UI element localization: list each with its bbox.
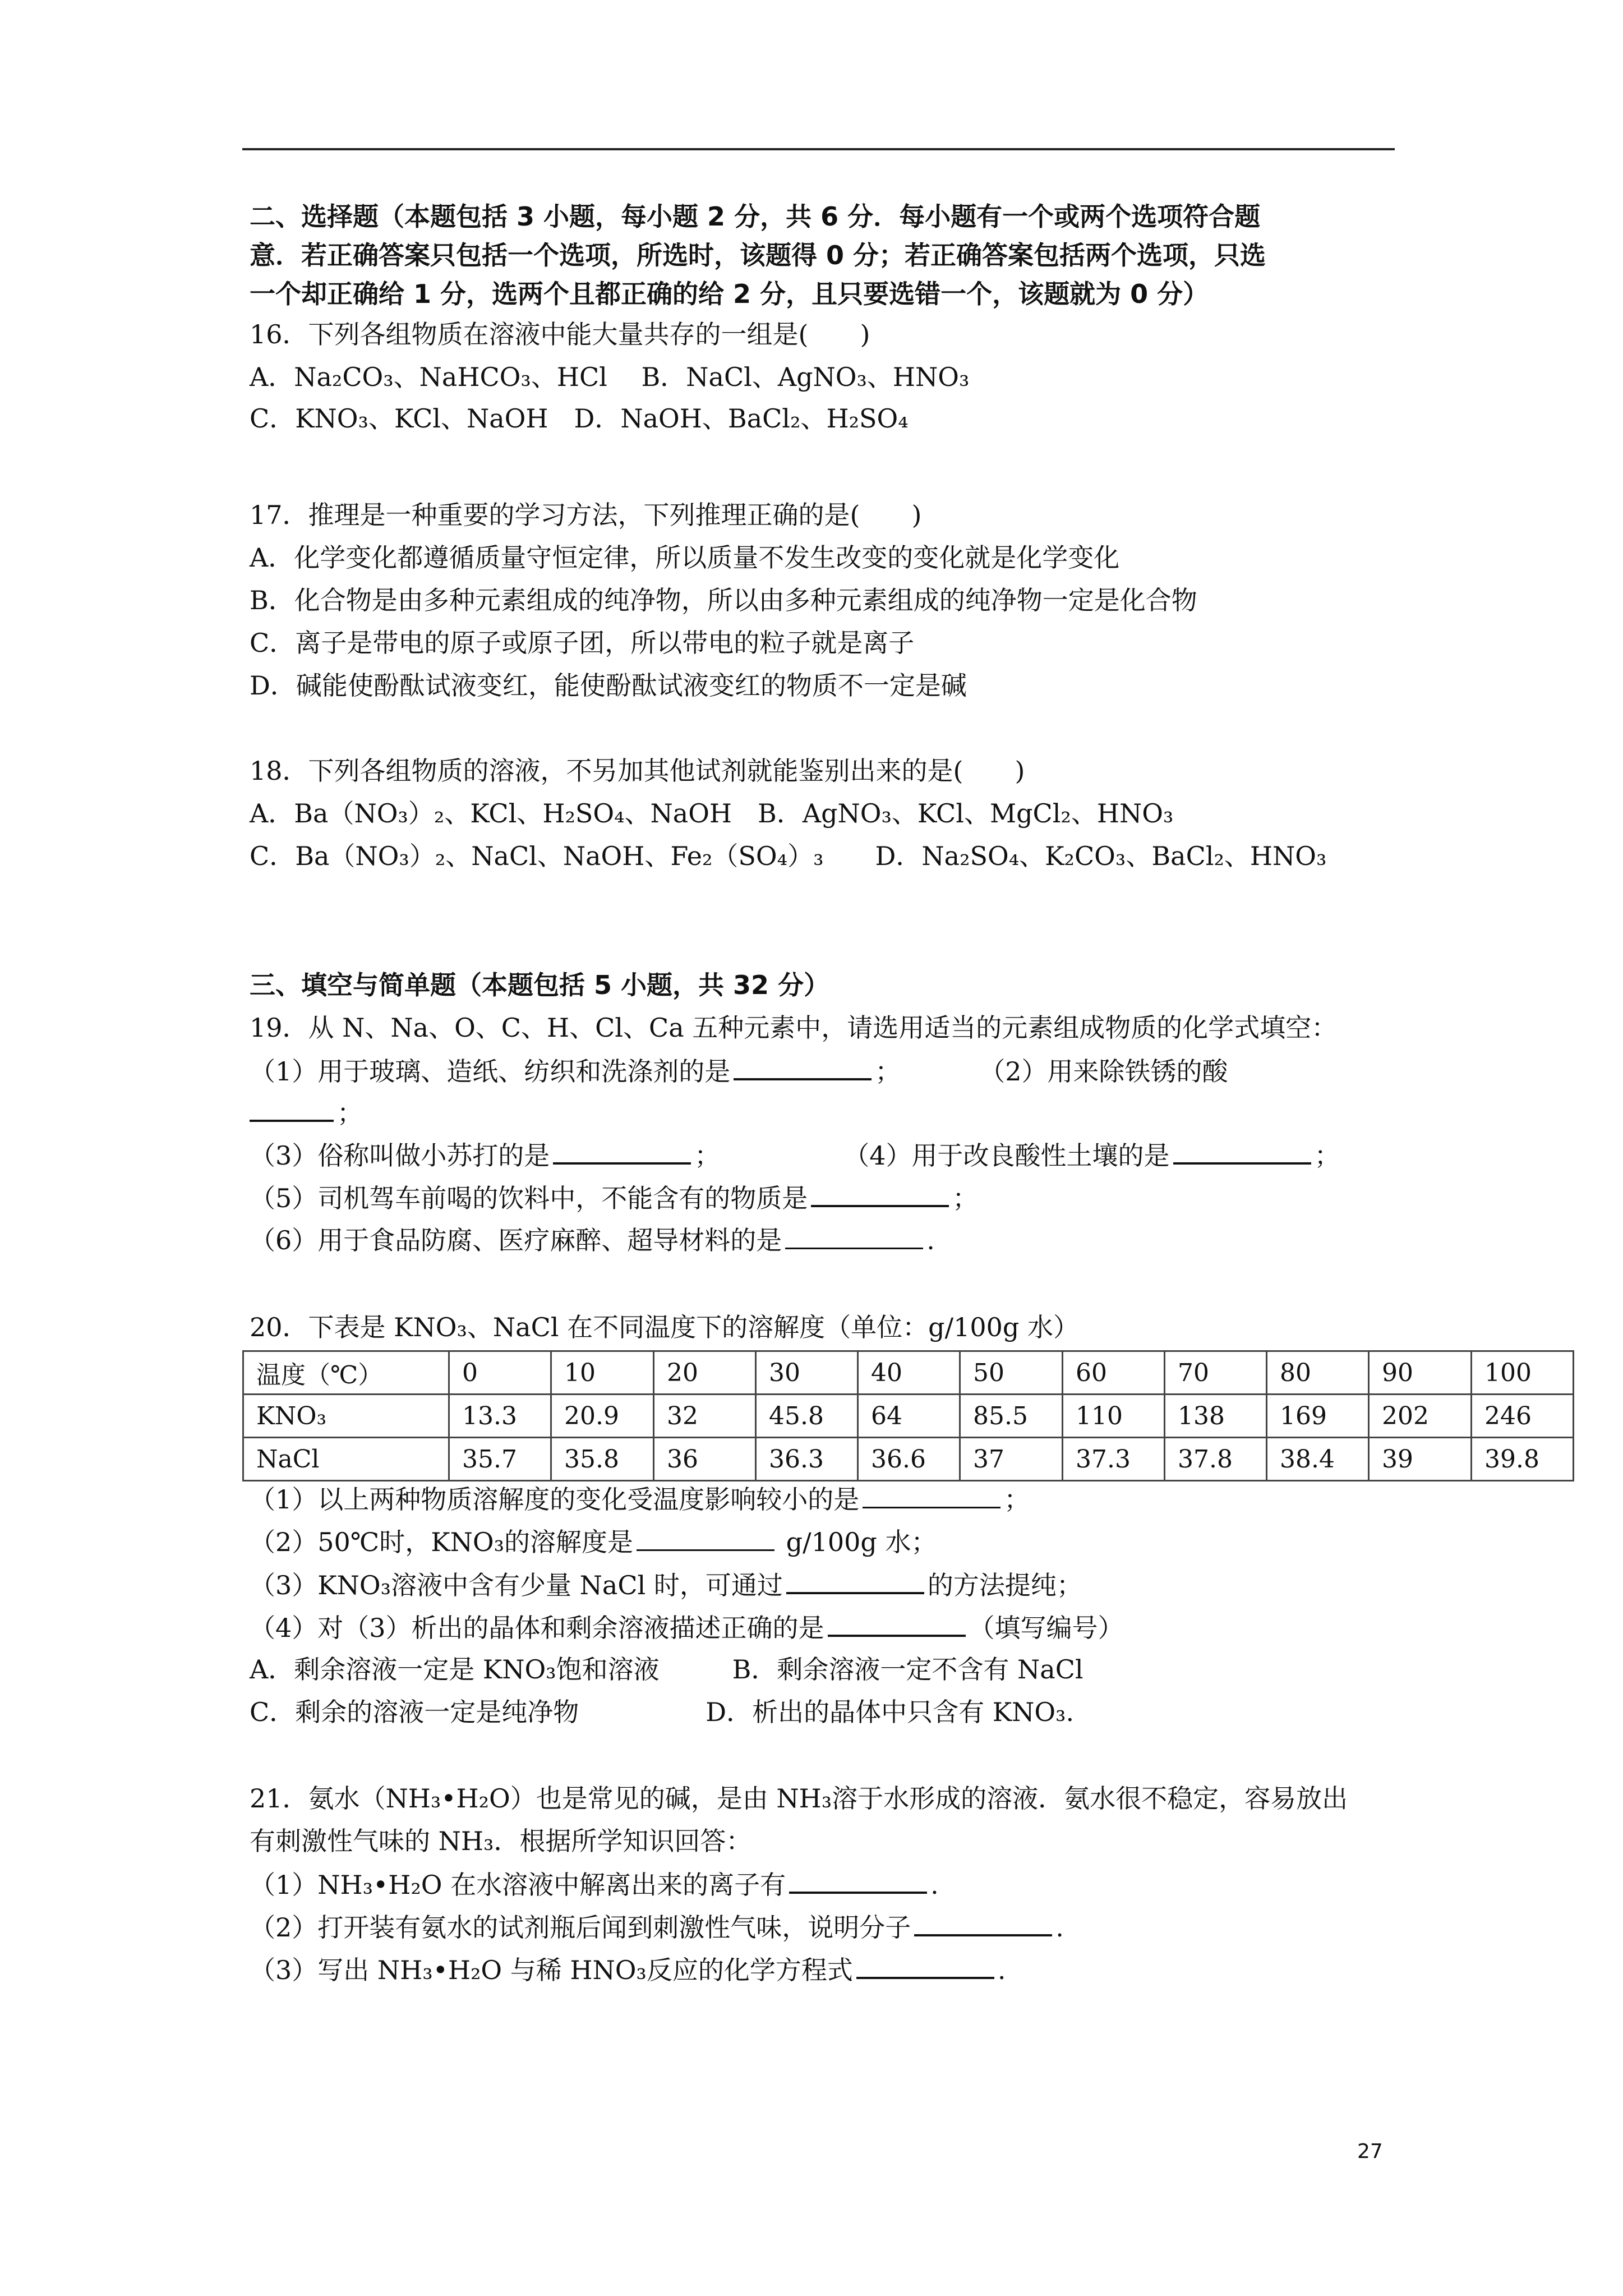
- table-header-row: [243, 1351, 1574, 1395]
- q17-option-d: D．碱能使酚酞试液变红，能使酚酞试液变红的物质不一定是碱: [250, 670, 967, 701]
- table-cell: 39: [1369, 1438, 1472, 1481]
- table-cell: 90: [1369, 1351, 1472, 1395]
- q19-semicolon: ；: [337, 1098, 363, 1128]
- table-cell: 10: [551, 1351, 654, 1395]
- table-cell: 39.8: [1472, 1438, 1574, 1481]
- q19-semicolon: ；: [1314, 1140, 1340, 1171]
- q20-option-c: C．剩余的溶液一定是纯净物: [250, 1697, 579, 1727]
- q19-part-5-text: （5）司机驾车前喝的饮料中，不能含有的物质是: [250, 1183, 808, 1213]
- table-cell: 0: [449, 1351, 551, 1395]
- q20-part-4-tail: （填写编号）: [969, 1613, 1124, 1643]
- q21-answer-blank-3[interactable]: [856, 1952, 994, 1979]
- q20-option-d: D．析出的晶体中只含有 KNO₃.: [706, 1697, 1075, 1727]
- q21-answer-blank-2[interactable]: [914, 1910, 1052, 1936]
- q19-stem: 19．从 N、Na、O、C、H、Cl、Ca 五种元素中，请选用适当的元素组成物质的化学式填空：: [250, 1013, 1338, 1043]
- header-rule: [242, 148, 1395, 150]
- q21-part-3: [250, 1952, 1006, 1987]
- q17-option-b: B．化合物是由多种元素组成的纯净物，所以由多种元素组成的纯净物一定是化合物: [250, 585, 1197, 615]
- q19-part-5: [250, 1180, 978, 1215]
- q19-answer-blank-1[interactable]: [734, 1053, 872, 1080]
- q19-part-2-cont: [250, 1095, 363, 1130]
- q19-answer-blank-4[interactable]: [1173, 1138, 1311, 1165]
- table-cell: KNO₃: [243, 1395, 449, 1438]
- q20-options-ab: [250, 1653, 1083, 1686]
- q20-answer-blank-3[interactable]: [786, 1567, 924, 1594]
- table-cell: 36.6: [858, 1438, 960, 1481]
- table-row-kno3: [243, 1395, 1574, 1438]
- q20-part-4-text: （4）对（3）析出的晶体和剩余溶液描述正确的是: [250, 1613, 824, 1643]
- section-2-heading-line-1: 二、选择题（本题包括 3 小题，每小题 2 分，共 6 分．每小题有一个或两个选项符合题: [250, 201, 1261, 232]
- q21-part-1-text: （1）NH₃•H₂O 在水溶液中解离出来的离子有: [250, 1870, 786, 1900]
- q16-options-ab: A．Na₂CO₃、NaHCO₃、HCl B．NaCl、AgNO₃、HNO₃: [250, 362, 970, 392]
- q20-answer-blank-2[interactable]: [637, 1525, 774, 1551]
- q19-part-1-2: [250, 1053, 1228, 1088]
- q19-answer-blank-2[interactable]: [250, 1095, 334, 1122]
- q21-stem-line-1: 21．氨水（NH₃•H₂O）也是常见的碱，是由 NH₃溶于水形成的溶液．氨水很不稳定，容易放出: [250, 1783, 1348, 1814]
- table-cell: 37: [960, 1438, 1063, 1481]
- table-cell: 50: [960, 1351, 1063, 1395]
- q20-answer-blank-4[interactable]: [828, 1610, 966, 1637]
- q21-period: .: [1055, 1912, 1064, 1943]
- q16-stem: 16．下列各组物质在溶液中能大量共存的一组是( ): [250, 319, 870, 349]
- table-cell: 80: [1267, 1351, 1369, 1395]
- q19-part-3-4: [250, 1138, 1340, 1172]
- table-cell: 40: [858, 1351, 960, 1395]
- q19-part-6-text: （6）用于食品防腐、医疗麻醉、超导材料的是: [250, 1225, 782, 1255]
- q20-part-1: [250, 1482, 1030, 1516]
- q20-stem: 20．下表是 KNO₃、NaCl 在不同温度下的溶解度（单位：g/100g 水）: [250, 1312, 1079, 1342]
- q20-options-cd: [250, 1695, 1074, 1729]
- q19-part-4-text: （4）用于改良酸性土壤的是: [843, 1140, 1170, 1171]
- table-cell: 37.8: [1165, 1438, 1267, 1481]
- q20-part-2-text: （2）50℃时，KNO₃的溶解度是: [250, 1527, 634, 1557]
- solubility-table: [242, 1350, 1574, 1481]
- q21-part-2-text: （2）打开装有氨水的试剂瓶后闻到刺激性气味，说明分子: [250, 1912, 911, 1943]
- q19-semicolon: ；: [952, 1183, 979, 1213]
- q19-period: .: [926, 1225, 935, 1255]
- table-cell: 30: [756, 1351, 858, 1395]
- q20-part-2: [250, 1525, 937, 1559]
- table-cell: 35.8: [551, 1438, 654, 1481]
- q17-option-c: C．离子是带电的原子或原子团，所以带电的粒子就是离子: [250, 628, 915, 658]
- q21-part-3-text: （3）写出 NH₃•H₂O 与稀 HNO₃反应的化学方程式: [250, 1955, 853, 1985]
- table-cell: 60: [1063, 1351, 1165, 1395]
- table-cell: NaCl: [243, 1438, 449, 1481]
- q20-part-3: [250, 1567, 1082, 1602]
- table-cell: 100: [1472, 1351, 1574, 1395]
- q20-part-2-unit: g/100g 水；: [778, 1527, 937, 1557]
- q19-part-3-text: （3）俗称叫做小苏打的是: [250, 1140, 550, 1171]
- q17-option-a: A．化学变化都遵循质量守恒定律，所以质量不发生改变的变化就是化学变化: [250, 542, 1120, 573]
- table-cell: 70: [1165, 1351, 1267, 1395]
- q20-answer-blank-1[interactable]: [863, 1482, 1000, 1508]
- q19-part-2-text: （2）用来除铁锈的酸: [979, 1056, 1228, 1087]
- q21-period: .: [997, 1955, 1006, 1985]
- table-cell: 36.3: [756, 1438, 858, 1481]
- table-cell: 246: [1472, 1395, 1574, 1438]
- q20-semicolon: ；: [1004, 1484, 1030, 1515]
- page-number: 27: [1357, 2140, 1383, 2163]
- q20-option-a: A．剩余溶液一定是 KNO₃饱和溶液: [250, 1654, 660, 1685]
- table-cell: 32: [654, 1395, 756, 1438]
- section-3-heading: 三、填空与简单题（本题包括 5 小题，共 32 分）: [250, 970, 830, 1000]
- q21-stem-line-2: 有刺激性气味的 NH₃．根据所学知识回答：: [250, 1826, 752, 1856]
- table-cell: 13.3: [449, 1395, 551, 1438]
- table-cell: 138: [1165, 1395, 1267, 1438]
- q20-option-b: B．剩余溶液一定不含有 NaCl: [732, 1654, 1083, 1685]
- table-cell: 169: [1267, 1395, 1369, 1438]
- q20-part-3-text: （3）KNO₃溶液中含有少量 NaCl 时，可通过: [250, 1570, 783, 1600]
- table-cell: 45.8: [756, 1395, 858, 1438]
- table-cell: 85.5: [960, 1395, 1063, 1438]
- section-2-heading-line-3: 一个却正确给 1 分，选两个且都正确的给 2 分，且只要选错一个，该题就为 0 分）: [250, 279, 1209, 309]
- table-cell: 202: [1369, 1395, 1472, 1438]
- table-cell: 36: [654, 1438, 756, 1481]
- q21-part-1: [250, 1867, 939, 1902]
- table-cell: 110: [1063, 1395, 1165, 1438]
- table-cell: 38.4: [1267, 1438, 1369, 1481]
- q20-part-1-text: （1）以上两种物质溶解度的变化受温度影响较小的是: [250, 1484, 860, 1515]
- q19-answer-blank-6[interactable]: [785, 1223, 923, 1249]
- q19-part-6: [250, 1223, 935, 1257]
- table-cell: 温度（℃）: [243, 1351, 449, 1395]
- q19-part-1-text: （1）用于玻璃、造纸、纺织和洗涤剂的是: [250, 1056, 731, 1087]
- q18-stem: 18．下列各组物质的溶液，不另加其他试剂就能鉴别出来的是( ): [250, 756, 1025, 786]
- q20-part-3-tail: 的方法提纯；: [927, 1570, 1082, 1600]
- table-cell: 20.9: [551, 1395, 654, 1438]
- q18-options-ab: A．Ba（NO₃）₂、KCl、H₂SO₄、NaOH B．AgNO₃、KCl、MgCl₂、HNO₃: [250, 798, 1174, 829]
- q21-part-2: [250, 1910, 1064, 1944]
- q20-part-4: [250, 1610, 1124, 1645]
- q18-options-cd: C．Ba（NO₃）₂、NaCl、NaOH、Fe₂（SO₄）₃ D．Na₂SO₄、K₂CO₃、BaCl₂、HNO₃: [250, 841, 1327, 871]
- q19-semicolon: ；: [694, 1140, 721, 1171]
- table-row-nacl: [243, 1438, 1574, 1481]
- section-2-heading-line-2: 意．若正确答案只包括一个选项，所选时，该题得 0 分；若正确答案包括两个选项，只选: [250, 240, 1266, 270]
- q19-semicolon: ；: [875, 1056, 901, 1087]
- table-cell: 35.7: [449, 1438, 551, 1481]
- table-cell: 20: [654, 1351, 756, 1395]
- q17-stem: 17．推理是一种重要的学习方法，下列推理正确的是( ): [250, 500, 922, 530]
- table-cell: 37.3: [1063, 1438, 1165, 1481]
- table-cell: 64: [858, 1395, 960, 1438]
- q19-answer-blank-3[interactable]: [553, 1138, 691, 1165]
- q16-options-cd: C．KNO₃、KCl、NaOH D．NaOH、BaCl₂、H₂SO₄: [250, 403, 909, 434]
- q21-answer-blank-1[interactable]: [789, 1867, 927, 1894]
- q19-answer-blank-5[interactable]: [811, 1180, 949, 1207]
- q21-period: .: [930, 1870, 939, 1900]
